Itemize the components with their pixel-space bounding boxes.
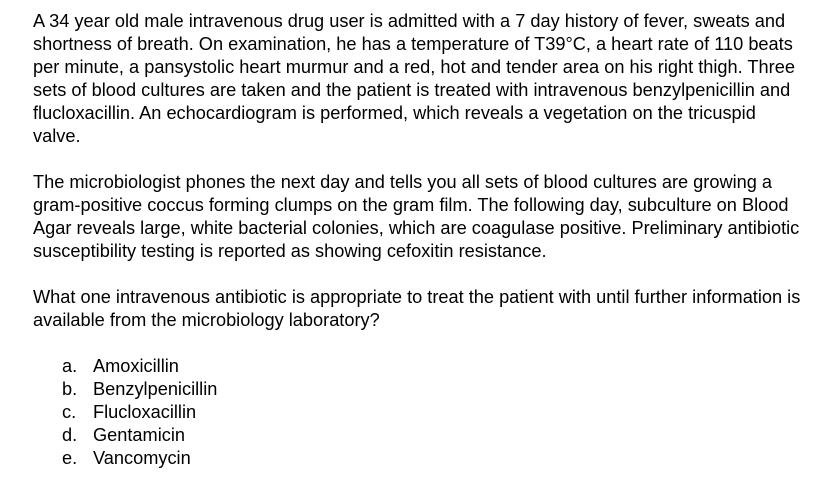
- answer-option-c: [62, 401, 803, 424]
- option-letter: b.: [62, 379, 78, 399]
- case-paragraph-1: A 34 year old male intravenous drug user is admitted with a 7 day history of fever, sweats and shortness of breath. On examination, he has a temperature of T39°C, a heart rate of 110 beats per minute, a pansystolic heart murmur and a red, hot and tender area on his right thigh. Three sets of blood cultures are taken and the patient is treated with intravenous benzylpenicillin and flucloxacillin. An echocardiogram is performed, which reveals a vegetation on the tricuspid valve.: [33, 11, 795, 146]
- option-letter: c.: [62, 402, 77, 422]
- answer-option-d: [62, 424, 803, 447]
- option-letter: d.: [62, 425, 78, 445]
- option-text: Benzylpenicillin: [93, 379, 218, 399]
- option-text: Gentamicin: [93, 425, 185, 445]
- question-document: [33, 10, 803, 470]
- case-paragraph-2: The microbiologist phones the next day and tells you all sets of blood cultures are growing a gram-positive coccus forming clumps on the gram film. The following day, subculture on Blood Agar reveals large, white bacterial colonies, which are coagulase positive. Preliminary antibiotic susceptibility testing is reported as showing cefoxitin resistance.: [33, 172, 800, 261]
- answer-option-a: [62, 355, 803, 378]
- question-prompt: What one intravenous antibiotic is appropriate to treat the patient with until further information is available from the microbiology laboratory?: [33, 287, 801, 330]
- answer-option-e: [62, 447, 803, 470]
- option-text: Amoxicillin: [93, 356, 179, 376]
- answer-option-b: [62, 378, 803, 401]
- option-letter: e.: [62, 448, 78, 468]
- option-letter: a.: [62, 356, 78, 376]
- answer-options-list: [33, 355, 803, 470]
- option-text: Flucloxacillin: [93, 402, 197, 422]
- option-text: Vancomycin: [93, 448, 191, 468]
